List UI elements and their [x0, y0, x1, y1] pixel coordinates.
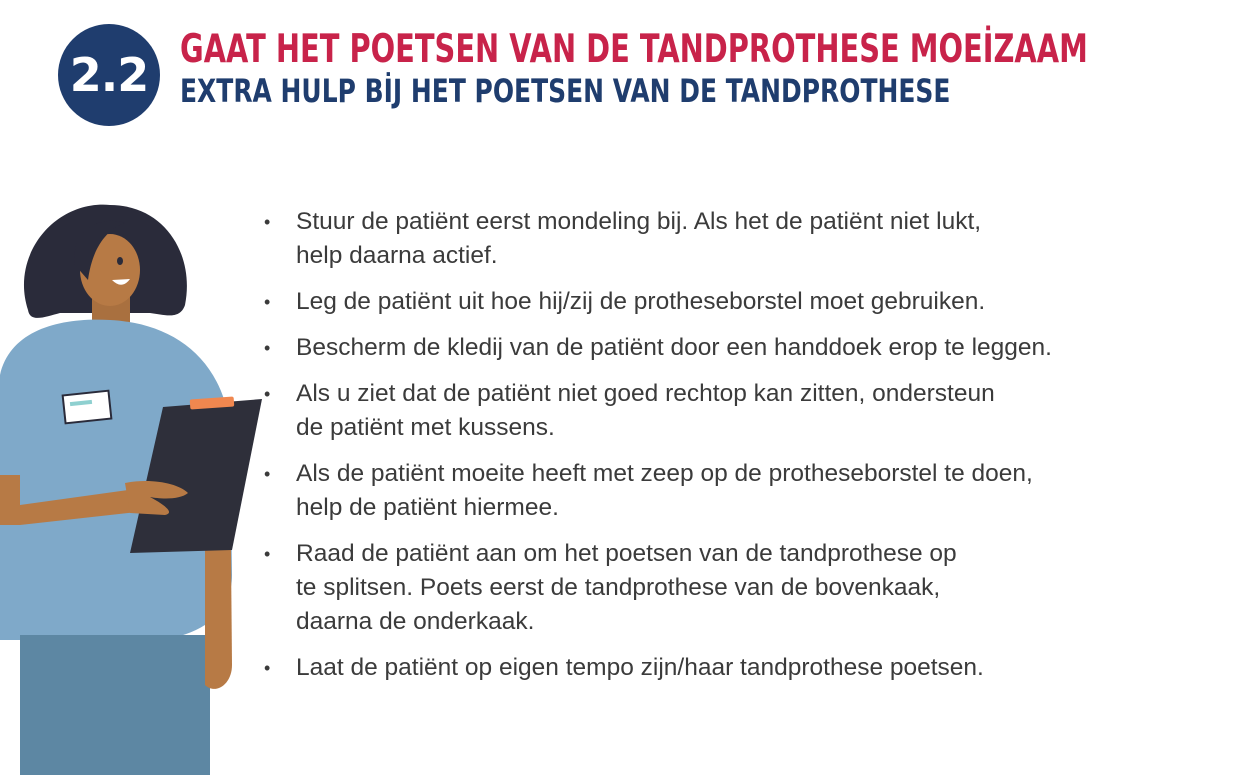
list-item	[264, 377, 1224, 445]
list-item	[264, 331, 1224, 365]
list-item-line: de patiënt met kussens.	[296, 414, 555, 441]
list-item	[264, 285, 1224, 319]
list-item	[264, 537, 1224, 639]
page-subtitle: EXTRA HULP BİJ HET POETSEN VAN DE TANDPROTHESE	[180, 72, 951, 110]
list-item-line: • Als u ziet dat de patiënt niet goed rechtop kan zitten, ondersteun	[296, 380, 995, 407]
list-item-line: • Als de patiënt moeite heeft met zeep op de protheseborstel te doen,	[296, 460, 1033, 487]
list-item-line: • Leg de patiënt uit hoe hij/zij de protheseborstel moet gebruiken.	[296, 288, 986, 315]
list-item-line: • Bescherm de kledij van de patiënt door een handdoek erop te leggen.	[296, 334, 1052, 361]
list-item-line: • Stuur de patiënt eerst mondeling bij. Als het de patiënt niet lukt,	[296, 208, 982, 235]
list-item-line: help de patiënt hiermee.	[296, 494, 559, 521]
section-number-badge	[58, 24, 160, 126]
list-item-line: • Raad de patiënt aan om het poetsen van de tandprothese op	[296, 540, 957, 567]
section-number: 2.2	[69, 48, 149, 102]
list-item-line: help daarna actief.	[296, 242, 498, 269]
page-title: GAAT HET POETSEN VAN DE TANDPROTHESE MOEİZAAM	[180, 27, 1088, 72]
instruction-list	[264, 205, 1224, 697]
list-item	[264, 205, 1224, 273]
header	[180, 28, 1236, 110]
list-item-line: • Laat de patiënt op eigen tempo zijn/haar tandprothese poetsen.	[296, 654, 984, 681]
nurse-with-clipboard-icon	[0, 195, 270, 775]
list-item-line: te splitsen. Poets eerst de tandprothese van de bovenkaak,	[296, 574, 941, 601]
list-item	[264, 651, 1224, 685]
list-item-line: daarna de onderkaak.	[296, 608, 535, 635]
list-item	[264, 457, 1224, 525]
